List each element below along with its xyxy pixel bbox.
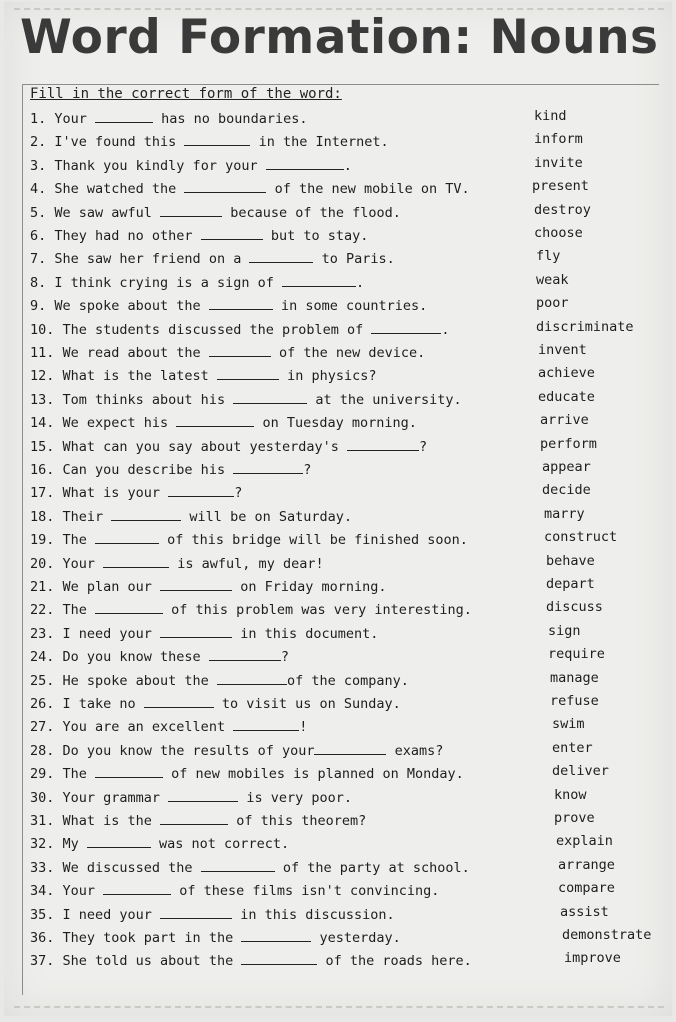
exercise-sentence — [30, 344, 425, 361]
item-number: 24. — [30, 649, 63, 666]
exercise-sentence — [30, 391, 462, 408]
answer-blank[interactable] — [209, 344, 271, 357]
sentence-end: of the new device. — [270, 345, 426, 361]
base-word: destroy — [534, 201, 591, 218]
exercise-sentence — [30, 789, 352, 806]
exercise-sentence — [30, 578, 387, 595]
item-number: 1. — [30, 111, 55, 127]
sentence-end: of these films isn't convincing. — [171, 883, 440, 900]
base-word: inform — [534, 131, 583, 148]
exercise-sentence — [30, 835, 289, 852]
sentence-end: is awful, my dear! — [169, 555, 324, 572]
exercise-sentence — [30, 484, 242, 501]
exercise-row — [30, 765, 670, 785]
answer-blank[interactable] — [95, 601, 163, 614]
sentence-end: of new mobiles is planned on Monday. — [163, 766, 464, 783]
exercise-sentence — [30, 110, 307, 127]
exercise-row — [30, 786, 670, 809]
exercise-row — [30, 835, 670, 855]
answer-blank[interactable] — [160, 578, 232, 591]
base-word: prove — [554, 810, 595, 826]
exercise-row — [30, 250, 670, 270]
base-word: weak — [536, 271, 569, 288]
base-word: perform — [540, 435, 597, 452]
base-word: arrange — [558, 856, 615, 873]
item-number: 11. — [30, 345, 63, 361]
base-word: discriminate — [536, 318, 634, 335]
exercise-sentence — [30, 438, 427, 455]
sentence-start: We saw awful — [54, 204, 161, 221]
answer-blank[interactable] — [160, 625, 232, 638]
sentence-end: of the party at school. — [274, 859, 470, 876]
sentence-start: Do you know these — [62, 649, 209, 666]
base-word: behave — [546, 552, 595, 569]
exercise-row — [30, 695, 670, 715]
sentence-end: of the roads here. — [317, 953, 472, 970]
sentence-end: . — [355, 274, 365, 291]
item-number: 13. — [30, 391, 63, 408]
exercise-sentence — [30, 227, 368, 244]
item-number: 32. — [30, 836, 63, 853]
sentence-start: Your — [54, 111, 96, 127]
answer-blank[interactable] — [168, 484, 234, 497]
answer-blank[interactable] — [87, 835, 151, 848]
exercise-row — [30, 648, 670, 668]
exercise-sentence — [30, 274, 364, 291]
sentence-start: What is your — [62, 485, 169, 502]
base-word: arrive — [540, 412, 589, 429]
item-number: 25. — [30, 672, 63, 689]
base-word: appear — [542, 459, 591, 475]
exercise-sentence — [30, 555, 324, 572]
item-number: 31. — [30, 813, 63, 829]
answer-blank[interactable] — [184, 180, 266, 193]
answer-blank[interactable] — [282, 274, 356, 287]
sentence-end: in the Internet. — [250, 134, 389, 151]
sentence-end: yesterday. — [311, 930, 401, 946]
sentence-start: What is the latest — [62, 368, 217, 385]
sentence-start: Your grammar — [62, 789, 169, 806]
exercise-row — [30, 739, 670, 762]
answer-blank[interactable] — [209, 648, 281, 661]
base-word: improve — [564, 950, 621, 967]
sentence-start: She told us about the — [62, 953, 242, 970]
sentence-end: on Friday morning. — [232, 579, 387, 595]
exercise-sentence — [30, 812, 366, 829]
item-number: 21. — [30, 579, 63, 595]
exercise-sentence — [30, 461, 311, 478]
sentence-start: Thank you kindly for your — [54, 157, 266, 174]
exercise-row — [30, 903, 670, 926]
item-number: 3. — [30, 157, 55, 174]
item-number: 12. — [30, 368, 63, 385]
exercise-sentence — [30, 742, 443, 759]
exercise-row — [30, 110, 670, 130]
base-word: know — [554, 786, 587, 803]
item-number: 18. — [30, 508, 63, 525]
item-number: 10. — [30, 321, 63, 338]
base-word: demonstrate — [562, 927, 652, 943]
item-number: 27. — [30, 719, 63, 736]
sentence-end: will be on Saturday. — [181, 508, 352, 525]
sentence-end: of the new mobile on TV. — [266, 181, 470, 198]
exercise-sentence — [30, 531, 468, 548]
sentence-start: The — [62, 602, 96, 619]
item-number: 29. — [30, 766, 63, 783]
base-word: kind — [534, 108, 567, 124]
base-word: invent — [538, 342, 587, 358]
answer-blank[interactable] — [217, 367, 279, 380]
item-number: 23. — [30, 625, 63, 642]
item-number: 16. — [30, 462, 63, 478]
exercise-sentence — [30, 157, 352, 174]
exercise-row — [30, 201, 670, 224]
item-number: 28. — [30, 742, 63, 759]
exercise-row — [30, 461, 670, 481]
sentence-start: We read about the — [62, 345, 209, 361]
answer-blank[interactable] — [371, 321, 441, 334]
item-number: 5. — [30, 204, 55, 221]
exercise-sentence — [30, 414, 417, 431]
worksheet-title: Word Formation: Nouns — [20, 10, 659, 65]
base-word: present — [532, 178, 589, 195]
sentence-start: I've found this — [54, 134, 185, 151]
answer-blank[interactable] — [241, 952, 317, 965]
sentence-end: to Paris. — [313, 251, 395, 268]
exercise-row — [30, 952, 670, 972]
sentence-end: ! — [299, 719, 308, 736]
item-number: 2. — [30, 134, 55, 151]
exercise-row — [30, 531, 670, 551]
base-word: invite — [534, 154, 583, 171]
sentence-start: What is the — [62, 813, 161, 829]
base-word: fly — [536, 248, 561, 265]
sentence-start: They took part in the — [62, 930, 242, 946]
instruction-text: Fill in the correct form of the word: — [30, 86, 342, 102]
sentence-start: Their — [62, 508, 112, 525]
sentence-end: of the company. — [286, 672, 409, 689]
exercise-sentence — [30, 672, 409, 689]
base-word: assist — [560, 903, 609, 920]
item-number: 8. — [30, 274, 55, 291]
item-number: 35. — [30, 906, 63, 923]
exercise-row — [30, 578, 670, 598]
exercise-row — [30, 227, 670, 247]
item-number: 37. — [30, 953, 63, 970]
base-word: manage — [550, 669, 599, 686]
item-number: 6. — [30, 228, 55, 244]
item-number: 36. — [30, 930, 63, 946]
sentence-end: is very poor. — [238, 789, 352, 806]
answer-blank[interactable] — [95, 765, 163, 778]
answer-blank[interactable] — [111, 508, 181, 521]
base-word: compare — [558, 880, 615, 897]
base-word: discuss — [546, 599, 603, 616]
exercise-sentence — [30, 882, 439, 899]
sentence-end: ? — [280, 649, 289, 666]
exercise-row — [30, 318, 670, 341]
exercise-row — [30, 180, 670, 200]
sentence-end: exams? — [386, 742, 444, 759]
exercise-row — [30, 929, 670, 949]
exercise-row — [30, 388, 670, 411]
exercise-row — [30, 882, 670, 902]
answer-blank[interactable] — [160, 812, 228, 825]
bottom-dashed-rule — [14, 1006, 664, 1008]
base-word: depart — [546, 576, 595, 592]
answer-blank[interactable] — [103, 882, 171, 895]
sentence-end: on Tuesday morning. — [254, 415, 417, 432]
item-number: 17. — [30, 485, 63, 502]
sentence-start: She watched the — [54, 181, 185, 198]
exercise-row — [30, 154, 670, 177]
exercise-row — [30, 856, 670, 879]
item-number: 33. — [30, 859, 63, 876]
answer-blank[interactable] — [176, 414, 254, 427]
base-word: enter — [552, 739, 593, 756]
item-number: 14. — [30, 415, 63, 432]
exercise-sentence — [30, 695, 401, 712]
item-number: 4. — [30, 181, 55, 198]
sentence-start: She saw her friend on a — [54, 251, 250, 268]
item-number: 30. — [30, 789, 63, 806]
base-word: swim — [552, 716, 585, 733]
exercise-row — [30, 271, 670, 294]
base-word: choose — [534, 225, 583, 241]
sentence-start: We spoke about the — [54, 298, 209, 315]
exercise-sentence — [30, 508, 352, 525]
sentence-start: The — [62, 766, 96, 783]
sentence-start: He spoke about the — [62, 672, 217, 689]
sentence-end: but to stay. — [262, 228, 369, 244]
exercise-sentence — [30, 204, 401, 221]
sentence-start: The — [62, 532, 96, 549]
exercise-sentence — [30, 648, 289, 665]
exercise-sentence — [30, 250, 395, 267]
item-number: 19. — [30, 532, 63, 549]
base-word: construct — [544, 529, 618, 546]
base-word: achieve — [538, 365, 595, 382]
sentence-end: in physics? — [278, 368, 377, 385]
base-word: marry — [544, 505, 585, 522]
sentence-end: . — [343, 157, 352, 174]
sentence-start: We plan our — [62, 579, 161, 595]
answer-blank[interactable] — [209, 297, 273, 310]
sentence-start: The students discussed the problem of — [62, 321, 372, 338]
base-word: require — [548, 646, 605, 663]
exercise-row — [30, 435, 670, 458]
sentence-start: They had no other — [54, 228, 201, 244]
sentence-start: My — [62, 836, 87, 853]
sentence-end: of this problem was very interesting. — [163, 602, 472, 619]
sentence-end: to visit us on Sunday. — [213, 696, 401, 712]
answer-blank[interactable] — [217, 672, 287, 685]
base-word: explain — [556, 833, 613, 850]
answer-blank[interactable] — [241, 929, 311, 942]
answer-blank[interactable] — [201, 227, 263, 240]
exercise-sentence — [30, 367, 377, 384]
answer-blank[interactable] — [144, 695, 214, 708]
item-number: 7. — [30, 251, 55, 268]
sentence-end: in some countries. — [272, 298, 428, 315]
answer-blank[interactable] — [103, 555, 169, 568]
item-number: 26. — [30, 696, 63, 712]
sentence-start: We discussed the — [62, 859, 201, 876]
exercise-row — [30, 367, 670, 387]
answer-blank[interactable] — [347, 438, 419, 451]
exercise-row — [30, 505, 670, 528]
sentence-start: I need your — [62, 625, 161, 642]
exercise-row — [30, 601, 670, 621]
exercise-row — [30, 133, 670, 153]
exercise-sentence — [30, 906, 395, 923]
exercise-row — [30, 622, 670, 645]
sentence-end: has no boundaries. — [153, 111, 308, 127]
sentence-start: Your — [62, 883, 104, 900]
sentence-end: ? — [234, 485, 243, 502]
item-number: 34. — [30, 883, 63, 900]
exercise-sentence — [30, 180, 470, 197]
sentence-start: You are an excellent — [62, 719, 234, 736]
exercise-row — [30, 552, 670, 575]
answer-blank[interactable] — [184, 133, 250, 146]
sentence-end: because of the flood. — [222, 204, 401, 221]
item-number: 20. — [30, 555, 63, 572]
answer-blank[interactable] — [168, 789, 238, 802]
sentence-end: at the university. — [307, 391, 462, 408]
base-word: decide — [542, 482, 591, 499]
answer-blank[interactable] — [201, 859, 275, 872]
sentence-end: ? — [303, 462, 312, 478]
answer-blank[interactable] — [95, 110, 153, 123]
answer-blank[interactable] — [314, 742, 386, 755]
exercise-sentence — [30, 601, 472, 618]
answer-blank[interactable] — [95, 531, 159, 544]
answer-blank[interactable] — [233, 391, 307, 404]
base-word: sign — [548, 622, 581, 639]
exercise-row — [30, 484, 670, 504]
answer-blank[interactable] — [160, 906, 232, 919]
sentence-end: of this bridge will be finished soon. — [159, 532, 468, 549]
answer-blank[interactable] — [233, 461, 303, 474]
sentence-start: I think crying is a sign of — [54, 274, 282, 291]
sentence-start: Tom thinks about his — [62, 391, 234, 408]
exercise-sentence — [30, 929, 401, 946]
item-number: 9. — [30, 298, 55, 315]
sentence-end: in this discussion. — [232, 906, 395, 923]
base-word: deliver — [552, 763, 609, 780]
sentence-end: . — [441, 321, 450, 338]
exercise-row — [30, 669, 670, 692]
item-number: 15. — [30, 438, 63, 455]
answer-blank[interactable] — [160, 204, 222, 217]
sentence-end: was not correct. — [150, 836, 290, 853]
base-word: poor — [536, 295, 569, 312]
exercise-sentence — [30, 952, 472, 969]
sentence-start: Can you describe his — [62, 462, 234, 478]
sentence-start: We expect his — [62, 415, 177, 432]
answer-blank[interactable] — [233, 718, 299, 731]
answer-blank[interactable] — [266, 157, 344, 170]
exercise-row — [30, 718, 670, 738]
sentence-start: Do you know the results of your — [62, 742, 315, 759]
answer-blank[interactable] — [249, 250, 313, 263]
sentence-end: in this document. — [232, 625, 379, 642]
sentence-start: Your — [62, 555, 104, 572]
exercise-row — [30, 344, 670, 364]
exercise-sentence — [30, 859, 470, 876]
exercise-sentence — [30, 765, 464, 782]
exercise-sentence — [30, 718, 307, 735]
sentence-end: of this theorem? — [228, 813, 367, 829]
sentence-end: ? — [419, 438, 428, 455]
exercise-sentence — [30, 133, 389, 150]
base-word: refuse — [550, 693, 599, 709]
exercise-row — [30, 297, 670, 317]
sentence-start: I take no — [62, 696, 144, 712]
exercise-sentence — [30, 321, 450, 338]
item-number: 22. — [30, 602, 63, 619]
exercise-sentence — [30, 625, 378, 642]
exercise-row — [30, 414, 670, 434]
sentence-start: What can you say about yesterday's — [62, 438, 347, 455]
exercise-row — [30, 812, 670, 832]
sentence-start: I need your — [62, 906, 161, 923]
base-word: educate — [538, 388, 595, 405]
exercise-sentence — [30, 297, 427, 314]
